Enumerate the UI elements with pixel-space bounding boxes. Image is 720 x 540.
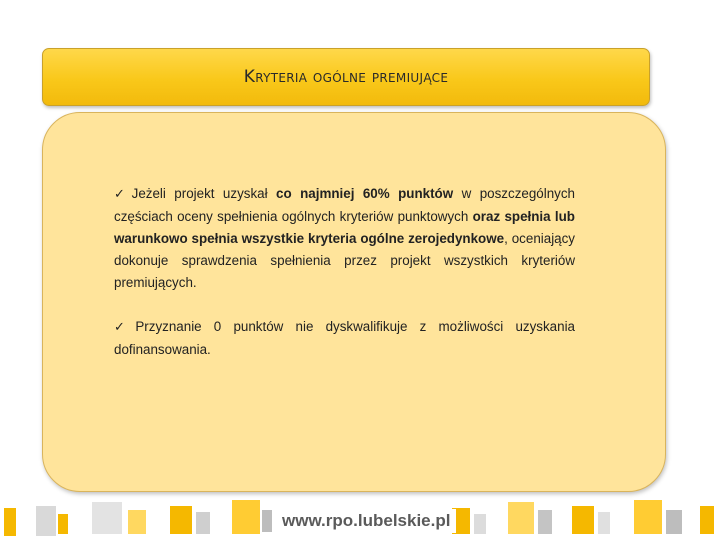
decor-square [572, 506, 594, 534]
decor-square [232, 500, 260, 534]
decor-square [4, 508, 16, 536]
para1-run-1: co najmniej 60% punktów [276, 186, 454, 201]
decor-square [92, 502, 122, 534]
decor-square [170, 506, 192, 534]
footer-url[interactable]: www.rpo.lubelskie.pl [276, 509, 456, 533]
para1-run-3: oraz spełnia lub warunkowo spełnia wszystkie kryteria ogólne zerojedynkowe [114, 209, 575, 246]
decor-square [58, 514, 68, 534]
decor-square [508, 502, 534, 534]
para2-run-0: Przyznanie 0 punktów nie dyskwalifikuje z możliwości uzyskania dofinansowania. [114, 319, 575, 357]
decor-square [36, 506, 56, 536]
check-mark-icon: ✓ [114, 320, 134, 335]
para1-run-0: Jeżeli projekt uzyskał [131, 186, 277, 201]
decor-square [634, 500, 662, 534]
para1-run-2: w poszczególnych częściach oceny spełnienia ogólnych kryteriów punktowych [114, 186, 575, 224]
title-bar [42, 48, 650, 106]
decor-square [666, 510, 682, 534]
para1-run-4: , oceniający dokonuje sprawdzenia spełnienia przez projekt wszystkich kryteriów premiujących. [114, 231, 576, 290]
decor-square [598, 512, 610, 534]
check-mark-icon: ✓ [114, 187, 130, 202]
decor-square [700, 506, 714, 534]
decor-square [474, 514, 486, 534]
decor-square [128, 510, 146, 534]
decor-square [196, 512, 210, 534]
paragraph-2 [114, 316, 575, 361]
decor-square [262, 510, 272, 532]
slide-title: Kryteria ogólne premiujące [243, 67, 449, 87]
decor-square [538, 510, 552, 534]
paragraph-1 [114, 183, 575, 294]
text-area [114, 183, 575, 383]
